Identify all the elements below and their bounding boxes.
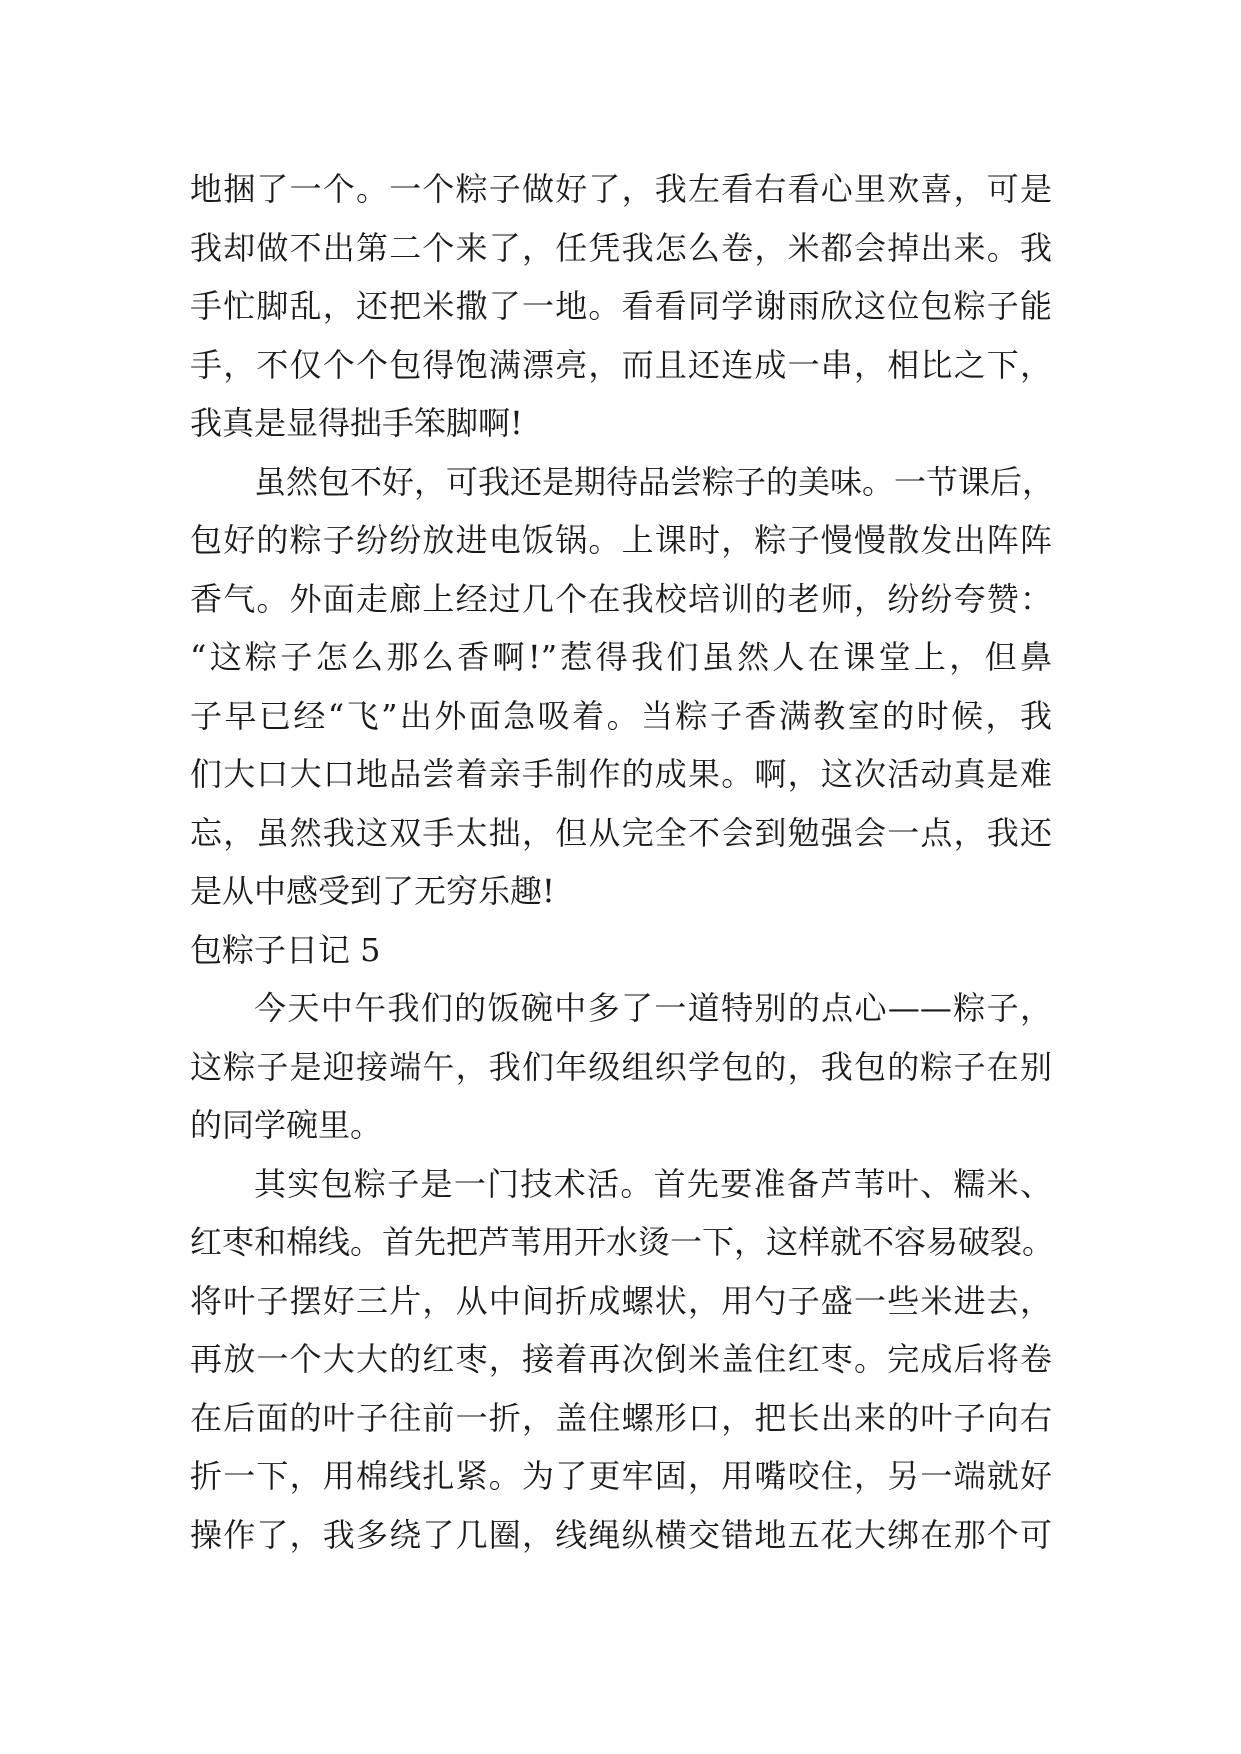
section-heading: 包粽子日记 5: [190, 930, 381, 969]
text-line: 的同学碗里。: [190, 1106, 383, 1144]
document-body: [190, 160, 1055, 1564]
text-line: 地捆了一个。一个粽子做好了，我左看右看心里欢喜，可是: [190, 170, 1052, 208]
text-line: 包好的粽子纷纷放进电饭锅。上课时，粽子慢慢散发出阵阵: [190, 521, 1052, 559]
text-line: 其实包粽子是一门技术活。首先要准备芦苇叶、糯米、: [254, 1164, 1052, 1203]
text-line: 子早已经“飞”出外面急吸着。当粽子香满教室的时候，我: [190, 696, 1052, 735]
text-line: “这粽子怎么那么香啊!”惹得我们虽然人在课堂上，但鼻: [190, 638, 1052, 676]
text-line: 我却做不出第二个来了，任凭我怎么卷，米都会掉出来。我: [190, 228, 1052, 267]
text-line: 是从中感受到了无穷乐趣!: [190, 872, 555, 910]
text-line: 在后面的叶子往前一折，盖住螺形口，把长出来的叶子向右: [190, 1398, 1052, 1437]
text-line: 香气。外面走廊上经过几个在我校培训的老师，纷纷夸赞：: [190, 579, 1052, 618]
text-line: 折一下，用棉线扎紧。为了更牢固，用嘴咬住，另一端就好: [190, 1457, 1052, 1495]
text-line: 虽然包不好，可我还是期待品尝粽子的美味。一节课后，: [254, 462, 1055, 501]
text-line: 手，不仅个个包得饱满漂亮，而且还连成一串，相比之下，: [190, 345, 1052, 384]
text-line: 操作了，我多绕了几圈，线绳纵横交错地五花大绑在那个可: [190, 1515, 1052, 1554]
text-line: 们大口大口地品尝着亲手制作的成果。啊，这次活动真是难: [190, 755, 1052, 793]
text-line: 我真是显得拙手笨脚啊!: [190, 404, 523, 442]
text-line: 手忙脚乱，还把米撒了一地。看看同学谢雨欣这位包粽子能: [190, 287, 1052, 325]
text-line: 再放一个大大的红枣，接着再次倒米盖住红枣。完成后将卷: [190, 1340, 1052, 1378]
text-line: 将叶子摆好三片，从中间折成螺状，用勺子盛一些米进去，: [190, 1281, 1052, 1320]
text-line: 今天中午我们的饭碗中多了一道特别的点心——粽子，: [254, 989, 1052, 1027]
text-line: 忘，虽然我这双手太拙，但从完全不会到勉强会一点，我还: [190, 813, 1052, 852]
text-line: 这粽子是迎接端午，我们年级组织学包的，我包的粽子在别: [190, 1047, 1052, 1086]
text-line: 红枣和棉线。首先把芦苇用开水烫一下，这样就不容易破裂。: [190, 1223, 1055, 1261]
